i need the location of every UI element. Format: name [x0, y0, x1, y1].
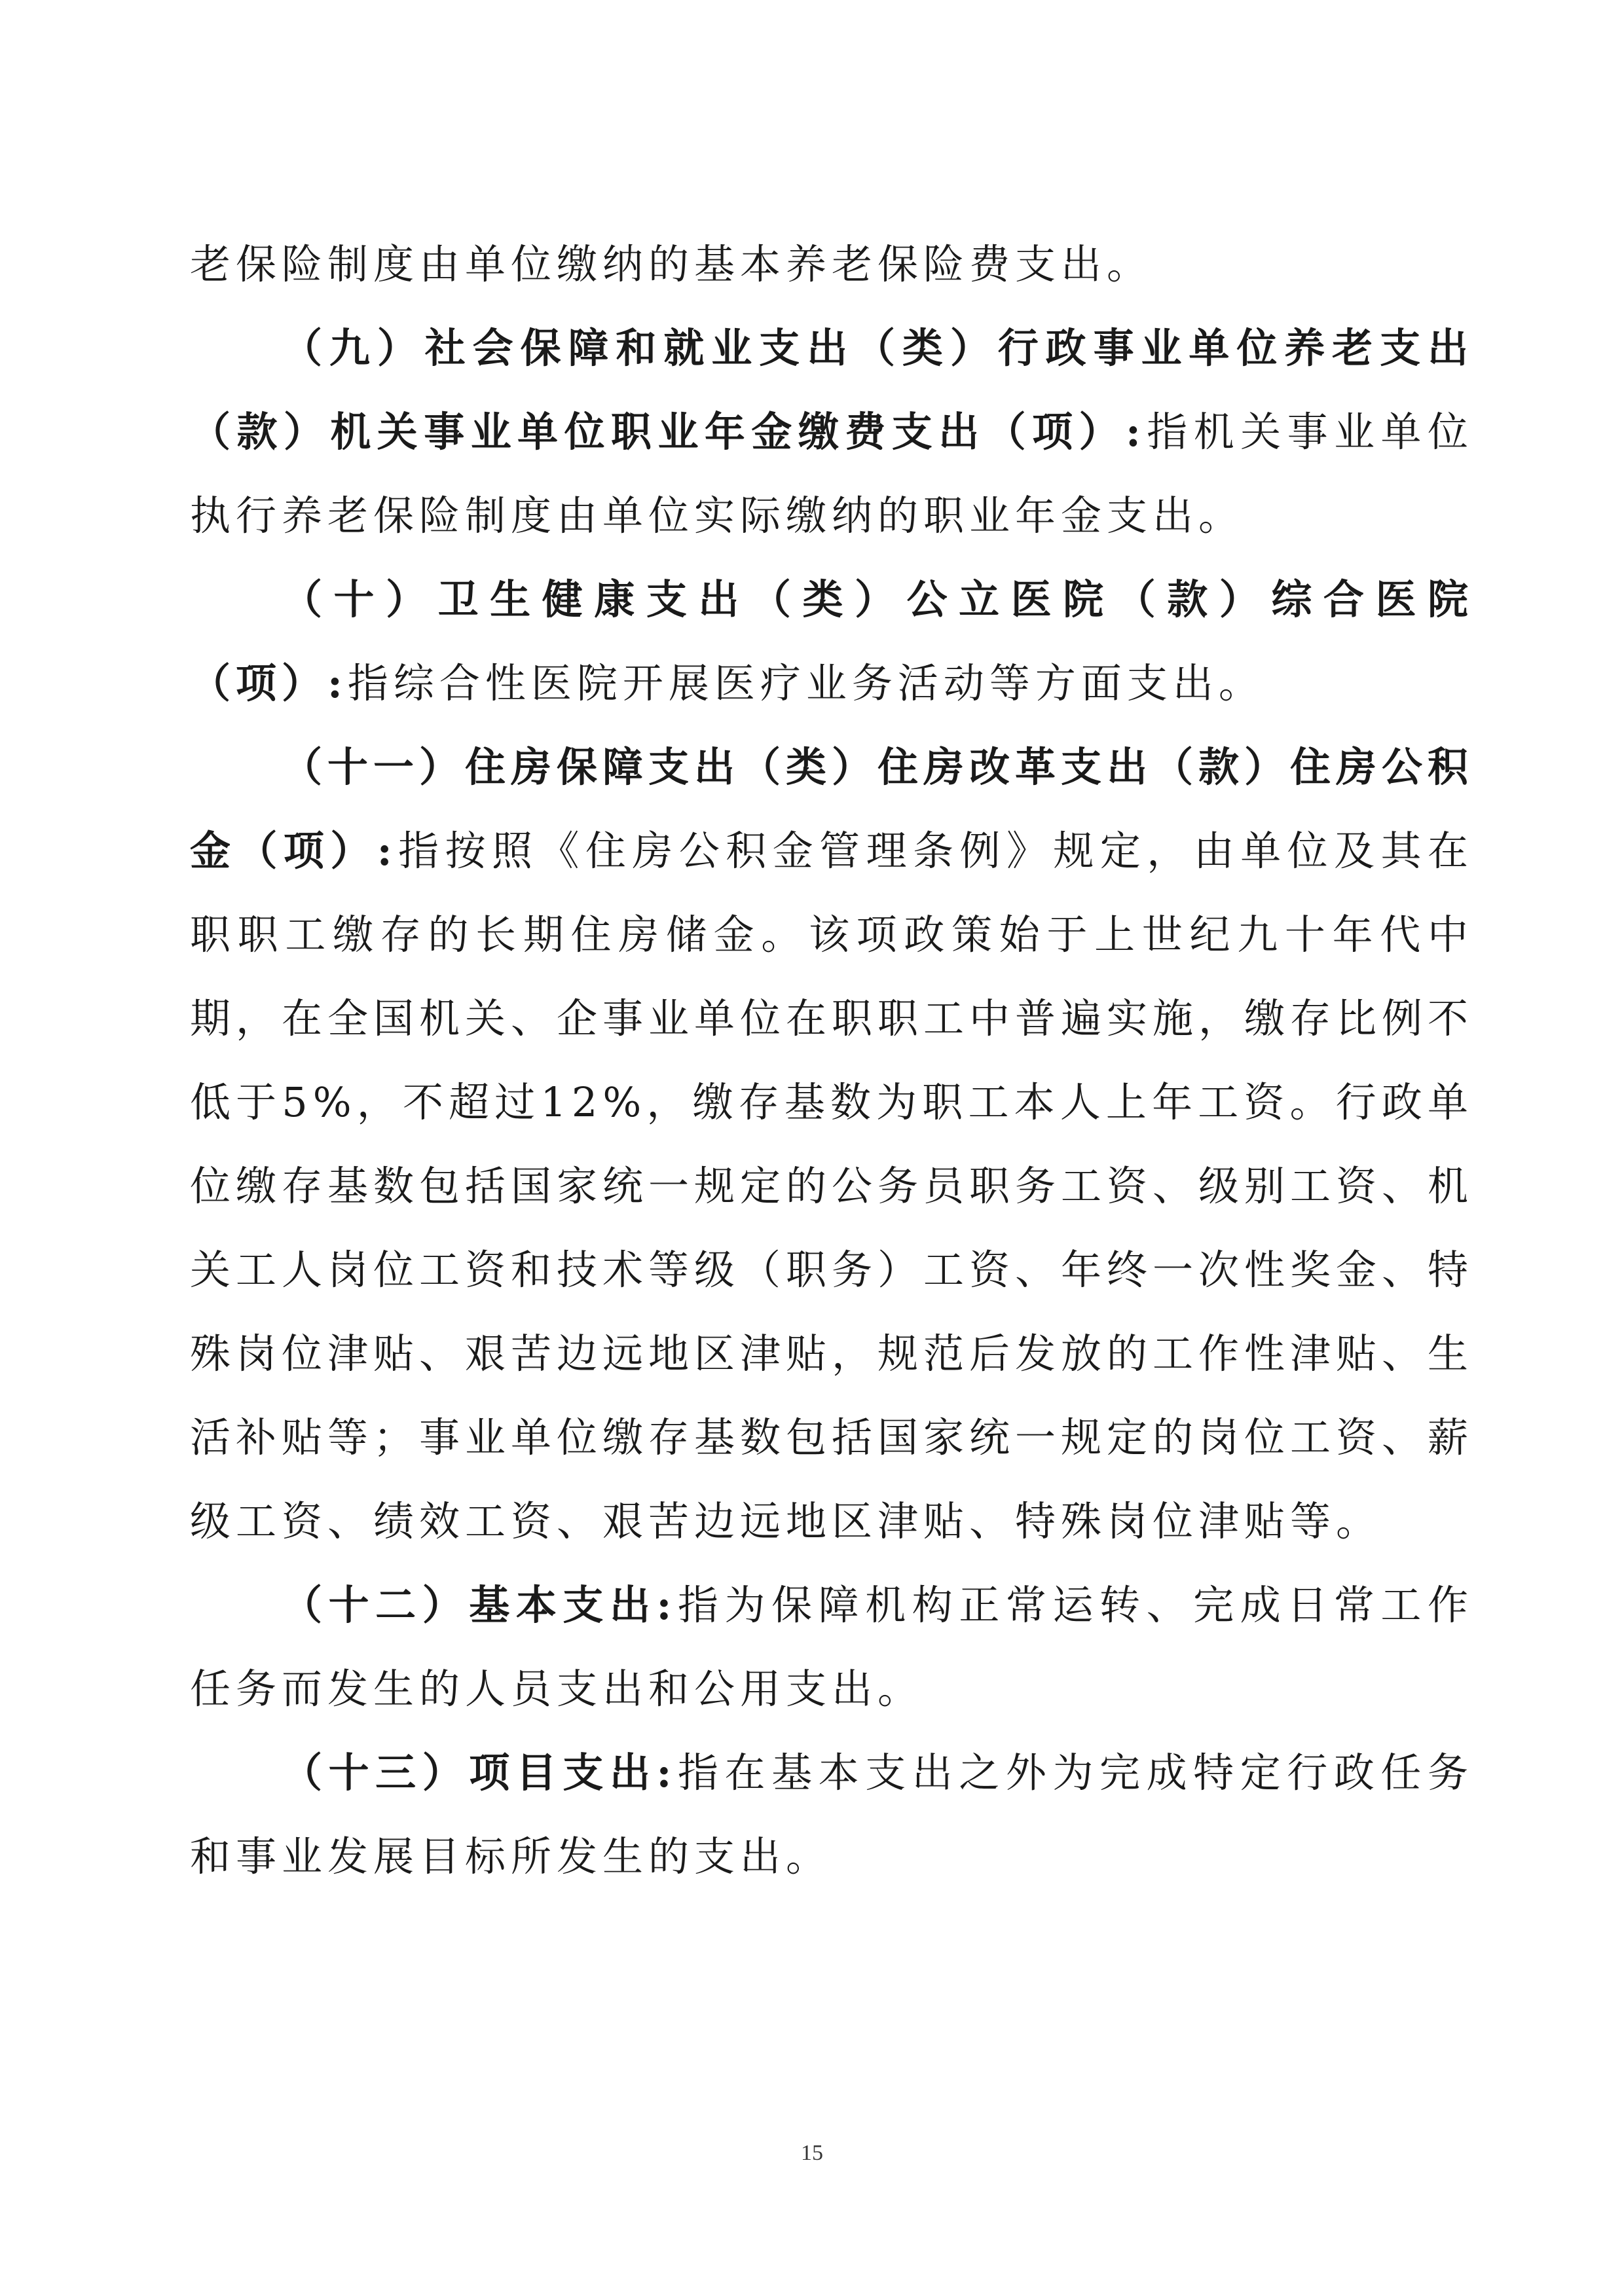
- paragraph-body: 老保险制度由单位缴纳的基本养老保险费支出。: [190, 240, 1153, 288]
- paragraph-health: [190, 558, 1473, 725]
- paragraph-body: 指为保障机构正常运转、完成日常工作任务而发生的人员支出和公用支出。: [190, 1581, 1473, 1713]
- paragraph-body: 指综合性医院开展医疗业务活动等方面支出。: [347, 659, 1264, 707]
- paragraph-body: 指按照《住房公积金管理条例》规定，由单位及其在职职工缴存的长期住房储金。该项政策始于上世纪九十年代中期，在全国机关、企事业单位在职职工中普遍实施，缴存比例不低于5%，不超过12%，缴存基数为职工本人上年工资。行政单位缴存基数包括国家统一规定的公务员职务工资、级别工资、机关工人岗位工资和技术等级（职务）工资、年终一次性奖金、特殊岗位津贴、艰苦边远地区津贴，规范后发放的工作性津贴、生活补贴等；事业单位缴存基数包括国家统一规定的岗位工资、薪级工资、绩效工资、艰苦边远地区津贴、特殊岗位津贴等。: [190, 827, 1474, 1545]
- paragraph-heading: （十三）项目支出:: [282, 1749, 677, 1796]
- paragraph-social-security: [190, 306, 1473, 558]
- paragraph-heading: （十二）基本支出:: [282, 1581, 677, 1629]
- paragraph-heading: （十一）住房保障支出（类）住房改革支出（款）住房公积金（项）:: [190, 743, 1474, 875]
- paragraph-heading: （十）卫生健康支出（类）公立医院（款）综合医院（项）:: [190, 575, 1473, 707]
- page-number: 15: [801, 2141, 823, 2165]
- paragraph-basic-expenditure: [190, 1563, 1473, 1731]
- paragraph-body: 指在基本支出之外为完成特定行政任务和事业发展目标所发生的支出。: [190, 1749, 1473, 1880]
- paragraph-housing-fund: [190, 725, 1473, 1563]
- paragraph-heading: （九）社会保障和就业支出（类）行政事业单位养老支出（款）机关事业单位职业年金缴费支出（项）:: [190, 324, 1473, 456]
- paragraph-project-expenditure: [190, 1731, 1473, 1899]
- paragraph-continuation: [190, 223, 1473, 306]
- paragraph-body: 指机关事业单位执行养老保险制度由单位实际缴纳的职业年金支出。: [190, 408, 1473, 539]
- document-body: [190, 223, 1473, 1899]
